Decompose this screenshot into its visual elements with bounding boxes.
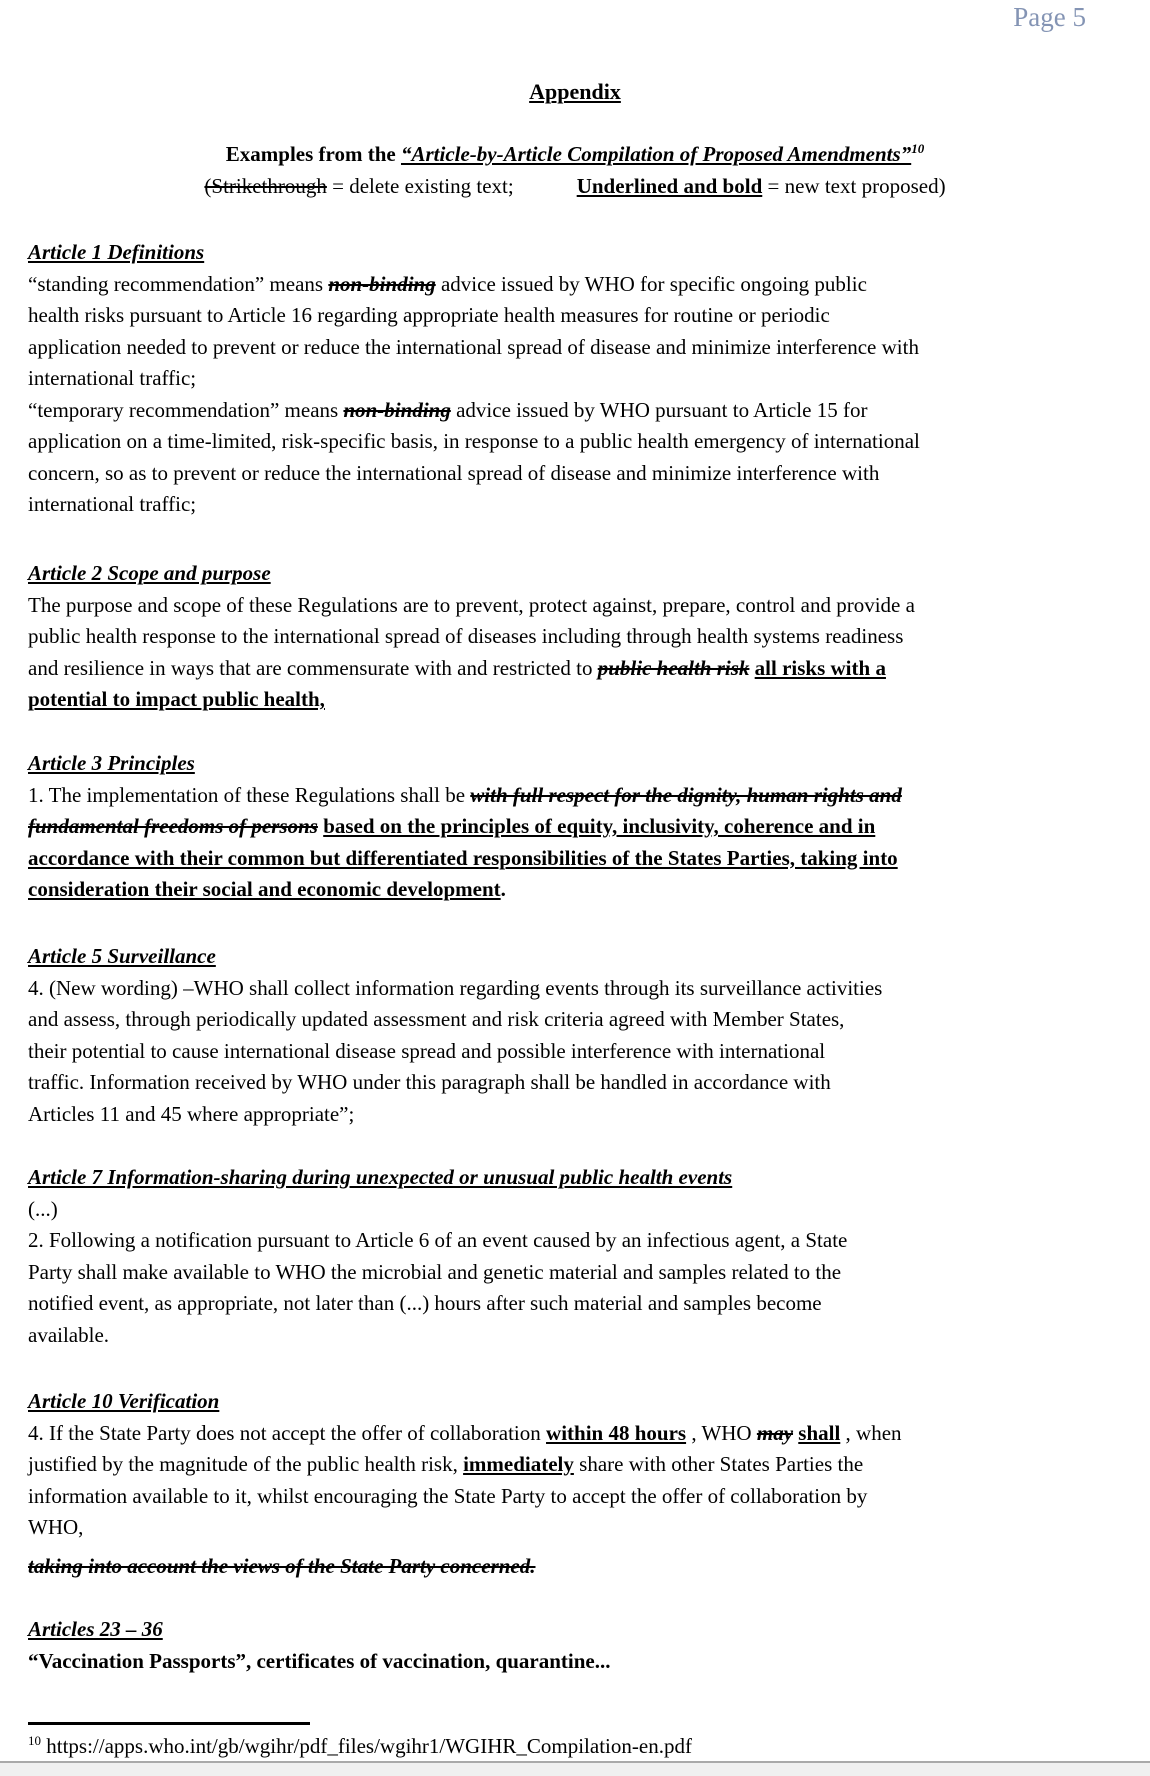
article-2-heading: Article 2 Scope and purpose (28, 561, 271, 585)
document-subtitle: Examples from the “Article-by-Article Compilation of Proposed Amendments”$^{10}$ (225, 141, 925, 166)
article-7-heading: Article 7 Information-sharing during unexpected or unusual public health events (28, 1165, 733, 1189)
paragraph: 4. (New wording) –WHO shall collect information regarding events through its surveillance activities and assess, through periodically updated assessment and risk criteria agreed with Member States, their potential to cause international disease spread and possible interference with international traffic. Information received by WHO under this paragraph shall be handled in accordance with Articles 11 and 45 where appropriate”; (28, 975, 883, 1126)
section-article-3 (28, 748, 1122, 906)
articles-23-36-heading: Articles 23 – 36 (28, 1617, 163, 1641)
paragraph: The purpose and scope of these Regulations are to prevent, protect against, prepare, control and provide a public health response to the international spread of diseases including through health systems readiness and resilience in ways that are commensurate with and restricted to public health risk all risks with a potential to impact public health, (28, 592, 915, 711)
page-number-header: Page 5 (1013, 2, 1086, 32)
footnote (28, 1731, 692, 1763)
paragraph: taking into account the views of the State Party concerned. (28, 1553, 536, 1578)
footnote-url: https://apps.who.int/gb/wgihr/pdf_files/wgihr1/WGIHR_Compilation-en.pdf (46, 1734, 692, 1758)
paragraph: “standing recommendation” means non-binding advice issued by WHO for specific ongoing public health risks pursuant to Article 16 regarding appropriate health measures for routine or periodic application needed to prevent or reduce the international spread of disease and minimize interference with international traffic; (28, 271, 919, 390)
paragraph: (...) (28, 1196, 58, 1221)
article-3-heading: Article 3 Principles (28, 751, 195, 775)
section-article-5 (28, 941, 1122, 1130)
paragraph: 4. If the State Party does not accept the offer of collaboration within 48 hours , WHO may shall , when justified by the magnitude of the public health risk, immediately share with other States Parties the information available to it, whilst encouraging the State Party to accept the offer of collaboration by WHO, (28, 1420, 902, 1539)
paragraph: 1. The implementation of these Regulations shall be with full respect for the dignity, human rights and fundamental freedoms of persons based on the principles of equity, inclusivity, coherence and in accordance with their common but differentiated responsibilities of the States Parties, taking into consideration their social and economic development. (28, 782, 902, 901)
section-articles-23-36 (28, 1614, 1122, 1677)
paragraph: 2. Following a notification pursuant to Article 6 of an event caused by an infectious agent, a State Party shall make available to WHO the microbial and genetic material and samples related to the notified event, as appropriate, not later than (...) hours after such material and samples become available. (28, 1228, 848, 1347)
paragraph: “Vaccination Passports”, certificates of vaccination, quarantine... (28, 1648, 611, 1673)
page-bottom-edge (0, 1761, 1150, 1776)
footnote-separator-rule (28, 1722, 310, 1725)
footnote-marker: 10 (28, 1733, 41, 1748)
formatting-legend: (Strikethrough = delete existing text; Underlined and bold = new text proposed) (204, 174, 946, 198)
document-body (28, 0, 1122, 1776)
section-article-7 (28, 1162, 1122, 1351)
document-title: Appendix (529, 79, 621, 104)
paragraph: “temporary recommendation” means non-binding advice issued by WHO pursuant to Article 15 for application on a time-limited, risk-specific basis, in response to a public health emergency of international concern, so as to prevent or reduce the international spread of disease and minimize interference with international traffic; (28, 397, 920, 516)
section-article-10 (28, 1386, 1122, 1582)
article-10-heading: Article 10 Verification (28, 1389, 220, 1413)
section-article-1 (28, 237, 1122, 521)
article-5-heading: Article 5 Surveillance (28, 944, 216, 968)
section-article-2 (28, 558, 1122, 716)
article-1-heading: Article 1 Definitions (28, 240, 205, 264)
